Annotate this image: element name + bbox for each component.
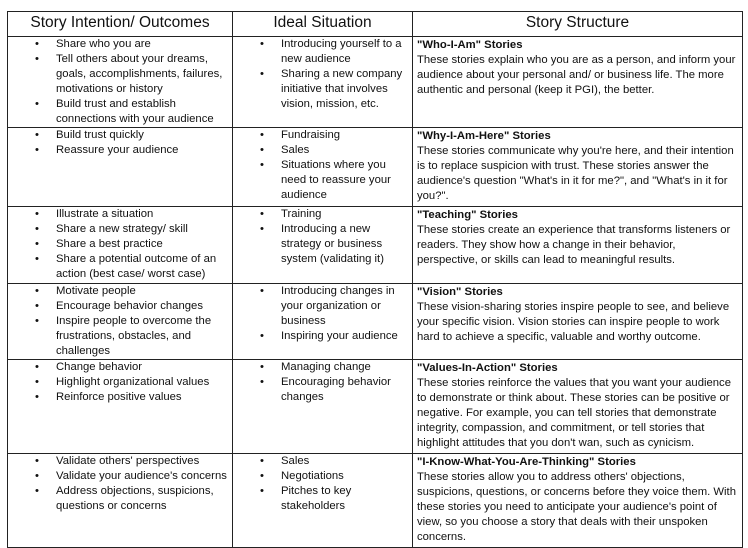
bullet-icon: •	[260, 208, 264, 220]
structure-cell	[413, 207, 743, 284]
table-row	[8, 128, 743, 207]
structure-cell	[413, 454, 743, 548]
structure-description: These stories allow you to address others' objections, suspicions, questions, or concerns before they voice them. With these stories you need to anticipate your audience's point of view, so you choose a story that deals with their unspoken concerns.	[417, 471, 736, 543]
bullet-icon: •	[35, 253, 39, 265]
bullet-icon: •	[260, 38, 264, 50]
bullet-icon: •	[260, 159, 264, 171]
structure-description: These stories reinforce the values that you want your audience to demonstrate or think about. These stories can be positive or negative. For example, you can tell stories that demonstrate integrity, compassion, and commitment, or tell stories that highlight attitudes that you don't wan, such as cynicism.	[417, 377, 731, 449]
bullet-icon: •	[35, 315, 39, 327]
bullet-icon: •	[260, 223, 264, 235]
situation-cell	[233, 128, 413, 207]
structure-description: These stories create an experience that transforms listeners or readers. They show how a change in their behavior, perspective, or skills can lead to meaningful results.	[417, 224, 731, 266]
list-item: • Inspire people to overcome the frustrations, obstacles, and challenges	[8, 314, 230, 359]
header-structure: Story Structure	[413, 12, 743, 37]
intention-cell	[8, 284, 233, 360]
structure-description: These stories explain who you are as a person, and inform your audience about your personal and/ or business life. The more authentic and personal (keep it PGI), the better.	[417, 54, 736, 96]
list-item: • Sales	[233, 454, 410, 469]
situation-cell	[233, 284, 413, 360]
intention-cell	[8, 207, 233, 284]
list-item: • Situations where you need to reassure your audience	[233, 158, 410, 203]
structure-cell	[413, 284, 743, 360]
bullet-icon: •	[260, 376, 264, 388]
list-item: • Fundraising	[233, 128, 410, 143]
list-item: • Introducing a new strategy or business system (validating it)	[233, 222, 410, 267]
structure-description: These stories communicate why you're here, and their intention is to replace suspicion with trust. These stories answer the audience's question "What's in it for me?", and "What's in it for you?".	[417, 145, 734, 202]
bullet-icon: •	[260, 68, 264, 80]
bullet-icon: •	[35, 144, 39, 156]
situation-cell	[233, 37, 413, 128]
situation-cell	[233, 207, 413, 284]
bullet-icon: •	[260, 485, 264, 497]
table-row	[8, 284, 743, 360]
bullet-icon: •	[35, 455, 39, 467]
table-row	[8, 207, 743, 284]
structure-title: "Teaching" Stories	[417, 209, 518, 221]
bullet-icon: •	[260, 361, 264, 373]
structure-title: "Why-I-Am-Here" Stories	[417, 130, 551, 142]
intention-cell	[8, 128, 233, 207]
bullet-icon: •	[260, 330, 264, 342]
list-item: • Share a new strategy/ skill	[8, 222, 230, 237]
list-item: • Encourage behavior changes	[8, 299, 230, 314]
header-intention: Story Intention/ Outcomes	[8, 12, 233, 37]
list-item: • Motivate people	[8, 284, 230, 299]
bullet-icon: •	[35, 391, 39, 403]
list-item: • Reassure your audience	[8, 143, 230, 158]
intention-cell	[8, 360, 233, 454]
structure-title: "Vision" Stories	[417, 286, 503, 298]
list-item: • Change behavior	[8, 360, 230, 375]
table-row	[8, 37, 743, 128]
list-item: • Introducing yourself to a new audience	[233, 37, 410, 67]
structure-cell	[413, 128, 743, 207]
bullet-icon: •	[35, 300, 39, 312]
bullet-icon: •	[35, 129, 39, 141]
list-item: • Validate others' perspectives	[8, 454, 230, 469]
list-item: • Validate your audience's concerns	[8, 469, 230, 484]
structure-description: These vision-sharing stories inspire people to see, and believe your specific vision. Vision stories can inspire people to work hard to achieve a specific, valuable and worthy outcome.	[417, 301, 730, 343]
structure-title: "Values-In-Action" Stories	[417, 362, 558, 374]
bullet-icon: •	[35, 38, 39, 50]
list-item: • Illustrate a situation	[8, 207, 230, 222]
bullet-icon: •	[35, 53, 39, 65]
bullet-icon: •	[35, 238, 39, 250]
bullet-icon: •	[35, 223, 39, 235]
list-item: • Sales	[233, 143, 410, 158]
bullet-icon: •	[260, 144, 264, 156]
bullet-icon: •	[35, 285, 39, 297]
list-item: • Reinforce positive values	[8, 390, 230, 405]
list-item: • Address objections, suspicions, questions or concerns	[8, 484, 230, 514]
bullet-icon: •	[35, 470, 39, 482]
list-item: • Inspiring your audience	[233, 329, 410, 344]
bullet-icon: •	[260, 129, 264, 141]
situation-cell	[233, 454, 413, 548]
bullet-icon: •	[260, 470, 264, 482]
header-row	[8, 12, 743, 37]
list-item: • Managing change	[233, 360, 410, 375]
list-item: • Build trust and establish connections with your audience	[8, 97, 230, 127]
list-item: • Build trust quickly	[8, 128, 230, 143]
list-item: • Tell others about your dreams, goals, accomplishments, failures, motivations or history	[8, 52, 230, 97]
list-item: • Negotiations	[233, 469, 410, 484]
list-item: • Sharing a new company initiative that involves vision, mission, etc.	[233, 67, 410, 112]
intention-cell	[8, 37, 233, 128]
bullet-icon: •	[260, 285, 264, 297]
situation-cell	[233, 360, 413, 454]
intention-cell	[8, 454, 233, 548]
list-item: • Training	[233, 207, 410, 222]
table-row	[8, 454, 743, 548]
list-item: • Share a best practice	[8, 237, 230, 252]
list-item: • Highlight organizational values	[8, 375, 230, 390]
list-item: • Encouraging behavior changes	[233, 375, 410, 405]
list-item: • Introducing changes in your organization or business	[233, 284, 410, 329]
story-table	[7, 11, 743, 548]
structure-cell	[413, 37, 743, 128]
list-item: • Pitches to key stakeholders	[233, 484, 410, 514]
list-item: • Share who you are	[8, 37, 230, 52]
bullet-icon: •	[35, 361, 39, 373]
list-item: • Share a potential outcome of an action (best case/ worst case)	[8, 252, 230, 282]
bullet-icon: •	[35, 376, 39, 388]
structure-title: "Who-I-Am" Stories	[417, 39, 523, 51]
header-situation: Ideal Situation	[233, 12, 413, 37]
structure-title: "I-Know-What-You-Are-Thinking" Stories	[417, 456, 636, 468]
bullet-icon: •	[35, 208, 39, 220]
bullet-icon: •	[260, 455, 264, 467]
table-row	[8, 360, 743, 454]
bullet-icon: •	[35, 485, 39, 497]
bullet-icon: •	[35, 98, 39, 110]
structure-cell	[413, 360, 743, 454]
